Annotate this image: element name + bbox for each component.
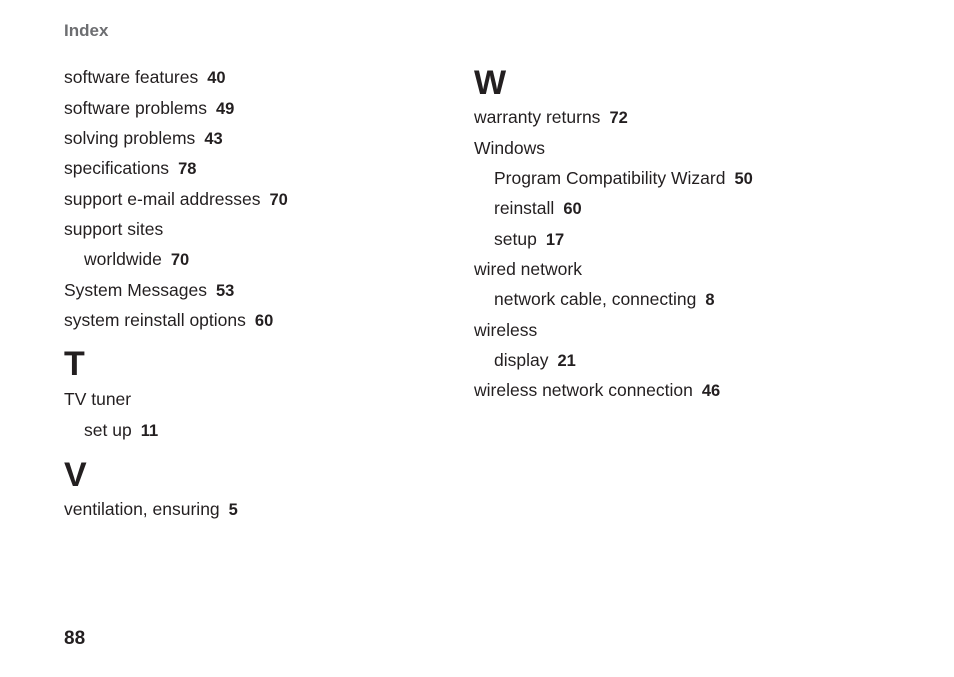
index-entry bbox=[64, 498, 238, 521]
index-entry bbox=[474, 379, 720, 402]
section-letter-w: W bbox=[474, 64, 507, 102]
entry-text: warranty returns bbox=[474, 107, 601, 127]
entry-text: solving problems bbox=[64, 128, 196, 148]
index-entry bbox=[474, 137, 545, 159]
entry-text: set up bbox=[84, 420, 132, 440]
entry-page: 11 bbox=[140, 422, 159, 440]
index-subentry bbox=[494, 167, 753, 190]
section-letter-t: T bbox=[64, 345, 85, 383]
entry-text: display bbox=[494, 350, 549, 370]
index-entry bbox=[474, 106, 628, 129]
index-entry bbox=[64, 97, 234, 120]
entry-text: specifications bbox=[64, 158, 170, 178]
entry-text: system reinstall options bbox=[64, 310, 246, 330]
entry-text: Windows bbox=[474, 138, 545, 158]
entry-page: 43 bbox=[204, 130, 223, 148]
entry-page: 50 bbox=[734, 170, 753, 188]
entry-text: software features bbox=[64, 67, 199, 87]
index-entry bbox=[64, 127, 223, 150]
index-subentry bbox=[494, 349, 576, 372]
entry-text: setup bbox=[494, 229, 537, 249]
entry-text: wired network bbox=[474, 259, 582, 279]
entry-page: 60 bbox=[254, 312, 274, 330]
index-entry bbox=[64, 188, 288, 211]
entry-text: software problems bbox=[64, 98, 207, 118]
index-entry bbox=[64, 388, 131, 410]
entry-page: 49 bbox=[215, 100, 235, 118]
entry-page: 60 bbox=[563, 200, 582, 218]
index-subentry bbox=[494, 197, 582, 220]
entry-page: 5 bbox=[228, 501, 238, 519]
entry-page: 40 bbox=[207, 69, 226, 87]
entry-text: support sites bbox=[64, 219, 164, 239]
page-number: 88 bbox=[64, 628, 86, 649]
index-entry bbox=[64, 66, 226, 89]
index-entry bbox=[474, 319, 537, 341]
index-entry bbox=[64, 218, 163, 240]
entry-text: ventilation, ensuring bbox=[64, 499, 220, 519]
entry-text: network cable, connecting bbox=[494, 289, 697, 309]
index-subentry bbox=[494, 288, 715, 311]
entry-page: 8 bbox=[705, 291, 715, 309]
entry-text: Program Compatibility Wizard bbox=[494, 168, 726, 188]
entry-page: 21 bbox=[557, 352, 576, 370]
entry-page: 70 bbox=[269, 191, 288, 209]
entry-page: 78 bbox=[178, 160, 197, 178]
section-letter-v: V bbox=[64, 456, 87, 494]
running-header: Index bbox=[64, 21, 109, 40]
entry-text: support e-mail addresses bbox=[64, 189, 261, 209]
entry-page: 17 bbox=[545, 231, 565, 249]
entry-text: System Messages bbox=[64, 280, 207, 300]
entry-text: wireless bbox=[474, 320, 538, 340]
index-subentry bbox=[494, 228, 564, 251]
entry-page: 70 bbox=[170, 251, 190, 269]
entry-text: wireless network connection bbox=[474, 380, 693, 400]
entry-page: 53 bbox=[215, 282, 235, 300]
index-subentry bbox=[84, 419, 158, 442]
entry-text: worldwide bbox=[84, 249, 162, 269]
entry-page: 46 bbox=[701, 382, 721, 400]
index-entry bbox=[64, 279, 234, 302]
index-entry bbox=[64, 309, 273, 332]
index-subentry bbox=[84, 248, 189, 271]
entry-text: reinstall bbox=[494, 198, 555, 218]
index-entry bbox=[64, 157, 196, 180]
entry-page: 72 bbox=[609, 109, 628, 127]
index-entry bbox=[474, 258, 582, 280]
entry-text: TV tuner bbox=[64, 389, 132, 409]
